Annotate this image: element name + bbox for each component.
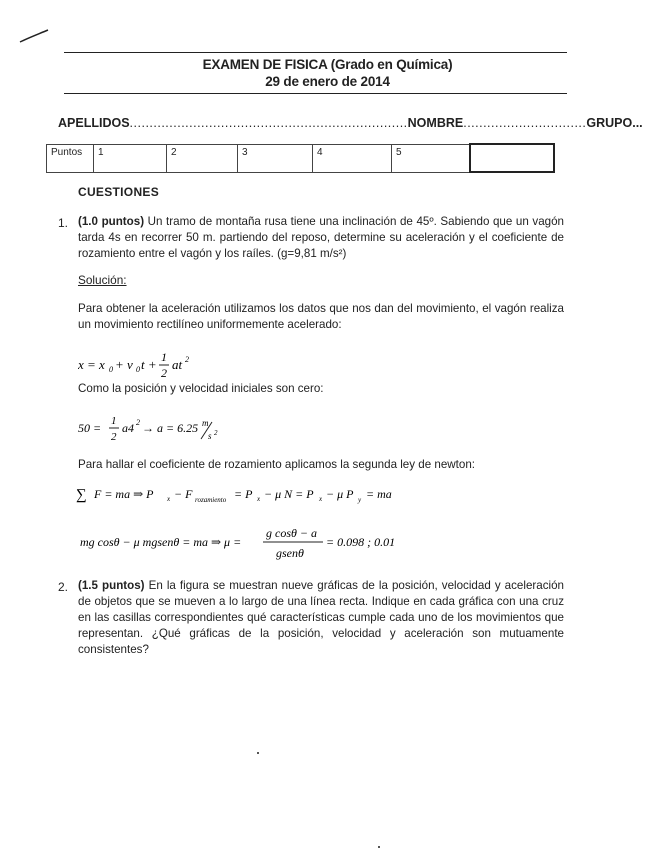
svg-text:− F: − F (174, 487, 193, 501)
q2-statement (78, 578, 564, 658)
svg-text:0: 0 (109, 365, 113, 374)
svg-text:+ v: + v (115, 357, 133, 372)
q1-text: Un tramo de montaña rusa tiene una inclinación de 45º. Sabiendo que un vagón tarda 4s en recorrer 50 m. partiendo del reposo, determine su aceleración y el coeficiente de rozamiento entre el vagón y los raíles. (g=9,81 m/s²) (78, 215, 564, 260)
q2-points: (1.5 puntos) (78, 579, 145, 592)
q1-paragraph-2: Como la posición y velocidad iniciales son cero: (78, 382, 324, 395)
svg-text:x: x (167, 495, 171, 503)
svg-text:a = 6.25: a = 6.25 (157, 421, 199, 435)
svg-text:2: 2 (111, 431, 117, 443)
header-bottom-rule (64, 93, 567, 94)
q1-solution-label: Solución: (78, 273, 127, 287)
score-cell-3[interactable]: 3 (238, 144, 313, 172)
svg-text:= P: = P (234, 487, 253, 501)
score-label: Puntos (47, 144, 94, 172)
section-title: CUESTIONES (78, 185, 160, 199)
exam-date: 29 de enero de 2014 (265, 74, 390, 89)
svg-text:1: 1 (111, 415, 117, 427)
q2-text: En la figura se muestran nueve gráficas de la posición, velocidad y aceleración de objetos que se mueven a lo largo de una línea recta. Indique en cada gráfica con una cruz en las casillas correspondientes qué características cumple cada uno de los movimientos que representan. ¿Qué gráficas de la posición, velocidad y aceleración son mutuamente consistentes? (78, 579, 564, 656)
q1-number: 1. (58, 216, 69, 230)
exam-title: EXAMEN DE FISICA (Grado en Química) (202, 57, 453, 72)
svg-text:y: y (358, 496, 362, 504)
pen-mark (18, 26, 52, 46)
svg-text:2: 2 (185, 355, 189, 364)
svg-text:gsenθ: gsenθ (276, 546, 304, 560)
score-cell-1[interactable]: 1 (94, 144, 167, 172)
svg-text:50 =: 50 = (78, 421, 102, 435)
svg-text:2: 2 (136, 418, 140, 427)
equation-position (78, 344, 218, 384)
score-cell-5[interactable]: 5 (392, 144, 471, 172)
svg-text:− μ N = P: − μ N = P (264, 487, 314, 501)
svg-text:at: at (172, 357, 183, 372)
q1-statement (78, 214, 564, 262)
q2-number: 2. (58, 580, 69, 594)
apellidos-label: APELLIDOS (58, 116, 130, 130)
svg-text:F = ma ⇒ P: F = ma ⇒ P (94, 487, 154, 501)
svg-text:→: → (142, 421, 154, 435)
nombre-label: NOMBRE (407, 116, 464, 130)
score-table (46, 143, 555, 173)
student-fields (58, 116, 643, 130)
svg-text:x: x (257, 495, 261, 503)
svg-text:t +: t + (141, 357, 157, 372)
svg-text:m: m (202, 418, 209, 428)
score-cell-2[interactable]: 2 (167, 144, 238, 172)
grupo-label: GRUPO... (586, 116, 643, 130)
svg-text:− μ P: − μ P (326, 487, 354, 501)
svg-text:= ma: = ma (366, 487, 392, 501)
svg-text:1: 1 (161, 350, 167, 364)
score-cell-4[interactable]: 4 (313, 144, 392, 172)
svg-text:2: 2 (214, 429, 218, 437)
svg-text:2: 2 (161, 366, 167, 380)
svg-text:∑: ∑ (76, 487, 87, 503)
svg-text:x = x: x = x (78, 357, 105, 372)
svg-text:rozamiento: rozamiento (195, 496, 227, 504)
score-total-cell[interactable] (470, 144, 554, 172)
q1-paragraph-3: Para hallar el coeficiente de rozamiento aplicamos la segunda ley de newton: (78, 458, 476, 471)
svg-text:mg cosθ − μ mgsenθ = ma ⇒ μ =: mg cosθ − μ mgsenθ = ma ⇒ μ = (80, 535, 242, 549)
svg-text:s: s (208, 431, 212, 441)
apellidos-field[interactable]: ...................................................................... (129, 116, 408, 130)
nombre-field[interactable]: ............................... (463, 116, 587, 130)
equation-newton (76, 482, 546, 512)
equation-acceleration (78, 410, 248, 450)
svg-text:0: 0 (136, 365, 140, 374)
stray-mark (257, 752, 259, 754)
top-rule (64, 52, 567, 53)
svg-text:a4: a4 (122, 421, 134, 435)
equation-friction (80, 522, 420, 564)
svg-text:g cosθ − a: g cosθ − a (266, 526, 317, 540)
q1-points: (1.0 puntos) (78, 215, 145, 228)
svg-text:x: x (319, 495, 323, 503)
q1-result: = 0.098 ; 0.01 (326, 535, 396, 549)
q1-paragraph-1: Para obtener la aceleración utilizamos los datos que nos dan del movimiento, el vagón realiza un movimiento rectilíneo uniformemente acelerado: (78, 302, 564, 331)
